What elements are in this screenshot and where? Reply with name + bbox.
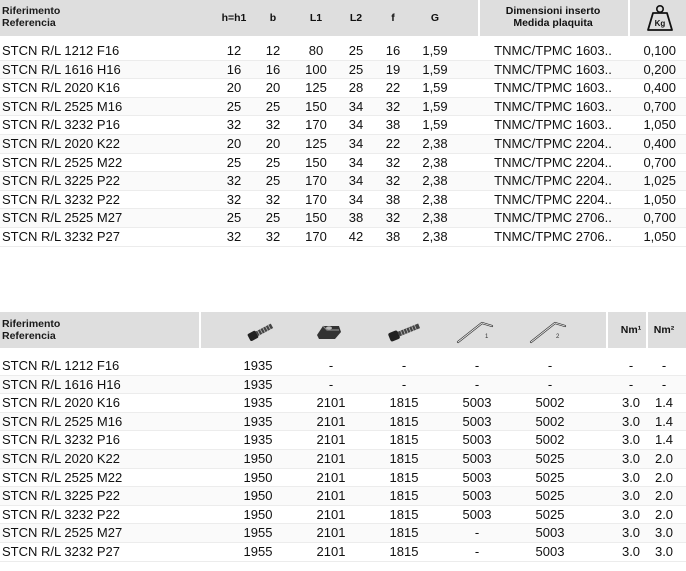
- cell-nm2: 1.4: [654, 395, 674, 411]
- cell-nm2: 1.4: [654, 432, 674, 448]
- cell-nm1: 3.0: [621, 525, 641, 541]
- cell-b: 32: [265, 117, 281, 133]
- cell-nm2: 3.0: [654, 525, 674, 541]
- cell-key-1: 5003: [462, 413, 492, 429]
- cell-insert: TNMC/TPMC 1603..: [494, 98, 612, 114]
- cell-nm2: 2.0: [654, 469, 674, 485]
- cell-weight: 0,700: [643, 210, 676, 226]
- cell-nm2: 2.0: [654, 488, 674, 504]
- cell-clamp: 2101: [316, 395, 346, 411]
- cell-f: 19: [385, 61, 401, 77]
- cell-insert: TNMC/TPMC 1603..: [494, 80, 612, 96]
- cell-weight: 0,100: [643, 43, 676, 58]
- cell-nm1: 3.0: [621, 395, 641, 411]
- cell-insert: TNMC/TPMC 2204..: [494, 191, 612, 207]
- cell-insert-screw: 1935: [243, 413, 273, 429]
- cell-clamp: 2101: [316, 525, 346, 541]
- cell-reference: STCN R/L 3232 P22: [2, 191, 121, 207]
- table-row: [0, 172, 686, 191]
- cell-g: 1,59: [422, 117, 448, 133]
- hex-key-2-icon: [528, 318, 570, 346]
- cell-weight: 1,025: [643, 173, 676, 189]
- cell-nm1: -: [628, 358, 634, 373]
- cell-clamp-screw: 1815: [389, 395, 419, 411]
- cell-reference: STCN R/L 2525 M27: [2, 210, 123, 226]
- cell-nm2: -: [661, 358, 667, 373]
- cell-l2: 34: [348, 117, 364, 133]
- cell-insert-screw: 1950: [243, 488, 273, 504]
- clamp-screw-icon: [385, 320, 425, 342]
- cell-h: 20: [226, 135, 242, 151]
- cell-nm2: -: [661, 376, 667, 392]
- cell-l1: 170: [305, 228, 327, 244]
- cell-l1: 80: [308, 43, 324, 58]
- cell-clamp: 2101: [316, 432, 346, 448]
- cell-b: 32: [265, 191, 281, 207]
- cell-key-2: 5025: [535, 450, 565, 466]
- cell-key-2: 5003: [535, 543, 565, 559]
- cell-key-1: -: [474, 358, 480, 373]
- cell-l2: 42: [348, 228, 364, 244]
- cell-key-2: -: [547, 376, 553, 392]
- cell-nm2: 2.0: [654, 450, 674, 466]
- table-header: [0, 0, 686, 36]
- table-row: [0, 431, 686, 450]
- cell-key-1: 5003: [462, 506, 492, 522]
- cell-weight: 1,050: [643, 228, 676, 244]
- table-row: [0, 61, 686, 80]
- cell-weight: 1,050: [643, 191, 676, 207]
- cell-l1: 170: [305, 191, 327, 207]
- cell-b: 25: [265, 173, 281, 189]
- cell-l1: 100: [305, 61, 327, 77]
- cell-reference: STCN R/L 1212 F16: [2, 43, 120, 58]
- table-row: [0, 487, 686, 506]
- cell-reference: STCN R/L 2525 M16: [2, 98, 123, 114]
- cell-l1: 150: [305, 154, 327, 170]
- cell-clamp-screw: -: [401, 358, 407, 373]
- header-divider: [628, 0, 630, 36]
- cell-key-1: -: [474, 376, 480, 392]
- cell-f: 22: [385, 135, 401, 151]
- cell-clamp-screw: -: [401, 376, 407, 392]
- cell-clamp-screw: 1815: [389, 488, 419, 504]
- cell-g: 2,38: [422, 210, 448, 226]
- cell-insert: TNMC/TPMC 1603..: [494, 43, 612, 58]
- header-divider: [478, 0, 480, 36]
- cell-insert-screw: 1935: [243, 395, 273, 411]
- insert-screw-icon: [243, 320, 277, 342]
- cell-l2: 34: [348, 154, 364, 170]
- cell-g: 2,38: [422, 228, 448, 244]
- header-ref-line1: Riferimento: [2, 318, 61, 330]
- cell-key-2: 5003: [535, 525, 565, 541]
- cell-clamp: 2101: [316, 506, 346, 522]
- cell-insert: TNMC/TPMC 2204..: [494, 154, 612, 170]
- cell-g: 1,59: [422, 80, 448, 96]
- cell-reference: STCN R/L 2020 K22: [2, 450, 121, 466]
- cell-l1: 150: [305, 210, 327, 226]
- cell-reference: STCN R/L 1616 H16: [2, 61, 121, 77]
- cell-insert: TNMC/TPMC 1603..: [494, 117, 612, 133]
- cell-nm1: 3.0: [621, 432, 641, 448]
- cell-clamp-screw: 1815: [389, 525, 419, 541]
- header-insert-line1: Dimensioni inserto: [505, 5, 601, 17]
- cell-h: 32: [226, 191, 242, 207]
- cell-l2: 38: [348, 210, 364, 226]
- cell-clamp-screw: 1815: [389, 450, 419, 466]
- cell-insert-screw: 1950: [243, 450, 273, 466]
- cell-h: 16: [226, 61, 242, 77]
- cell-b: 25: [265, 154, 281, 170]
- cell-clamp: -: [328, 376, 334, 392]
- table-row: [0, 357, 686, 376]
- table-row: [0, 394, 686, 413]
- cell-reference: STCN R/L 2525 M16: [2, 413, 123, 429]
- cell-reference: STCN R/L 2020 K16: [2, 395, 121, 411]
- cell-b: 25: [265, 98, 281, 114]
- cell-reference: STCN R/L 1212 F16: [2, 358, 120, 373]
- cell-weight: 0,700: [643, 154, 676, 170]
- cell-clamp: 2101: [316, 413, 346, 429]
- header-col-g: G: [430, 12, 440, 24]
- header-insert-line2: Medida plaquita: [513, 17, 593, 29]
- cell-weight: 1,050: [643, 117, 676, 133]
- cell-f: 32: [385, 154, 401, 170]
- cell-clamp: 2101: [316, 543, 346, 559]
- key2-label: 2: [556, 334, 560, 340]
- cell-g: 2,38: [422, 173, 448, 189]
- cell-clamp-screw: 1815: [389, 469, 419, 485]
- cell-b: 20: [265, 135, 281, 151]
- header-col-l2: L2: [349, 12, 363, 24]
- cell-nm1: 3.0: [621, 506, 641, 522]
- table-row: [0, 135, 686, 154]
- cell-l1: 170: [305, 117, 327, 133]
- header-col-b: b: [269, 12, 277, 24]
- table-row: [0, 469, 686, 488]
- cell-clamp: -: [328, 358, 334, 373]
- cell-key-2: 5025: [535, 488, 565, 504]
- cell-nm2: 2.0: [654, 506, 674, 522]
- cell-l2: 34: [348, 135, 364, 151]
- table-row: [0, 191, 686, 210]
- cell-f: 38: [385, 191, 401, 207]
- cell-key-1: 5003: [462, 395, 492, 411]
- cell-key-2: 5002: [535, 432, 565, 448]
- cell-insert: TNMC/TPMC 2706..: [494, 228, 612, 244]
- cell-nm1: 3.0: [621, 450, 641, 466]
- cell-g: 2,38: [422, 191, 448, 207]
- cell-reference: STCN R/L 2020 K22: [2, 135, 121, 151]
- cell-g: 2,38: [422, 135, 448, 151]
- table-spare-parts: [0, 312, 686, 562]
- cell-key-2: 5025: [535, 469, 565, 485]
- header-ref-line2: Referencia: [2, 17, 56, 29]
- cell-nm1: 3.0: [621, 488, 641, 504]
- cell-reference: STCN R/L 1616 H16: [2, 376, 121, 392]
- cell-nm1: 3.0: [621, 413, 641, 429]
- cell-l1: 125: [305, 135, 327, 151]
- cell-insert-screw: 1955: [243, 543, 273, 559]
- table-row: [0, 376, 686, 395]
- cell-insert-screw: 1935: [243, 432, 273, 448]
- cell-b: 25: [265, 210, 281, 226]
- hex-key-1-icon: [455, 318, 497, 346]
- cell-g: 1,59: [422, 98, 448, 114]
- table-row: [0, 543, 686, 562]
- cell-f: 32: [385, 210, 401, 226]
- cell-nm2: 1.4: [654, 413, 674, 429]
- cell-clamp-screw: 1815: [389, 543, 419, 559]
- cell-g: 1,59: [422, 61, 448, 77]
- cell-b: 20: [265, 80, 281, 96]
- cell-reference: STCN R/L 3232 P27: [2, 228, 121, 244]
- cell-f: 38: [385, 228, 401, 244]
- header-divider: [646, 312, 648, 348]
- cell-l2: 25: [348, 61, 364, 77]
- cell-f: 22: [385, 80, 401, 96]
- table-row: [0, 450, 686, 469]
- cell-clamp: 2101: [316, 469, 346, 485]
- cell-key-2: 5025: [535, 506, 565, 522]
- cell-b: 12: [265, 43, 281, 58]
- cell-reference: STCN R/L 2525 M27: [2, 525, 123, 541]
- cell-g: 2,38: [422, 154, 448, 170]
- cell-insert-screw: 1950: [243, 469, 273, 485]
- cell-reference: STCN R/L 3232 P16: [2, 117, 121, 133]
- cell-reference: STCN R/L 3225 P22: [2, 488, 121, 504]
- cell-nm2: 3.0: [654, 543, 674, 559]
- cell-reference: STCN R/L 3225 P22: [2, 173, 121, 189]
- header-ref-line1: Riferimento: [2, 5, 61, 17]
- cell-nm1: 3.0: [621, 543, 641, 559]
- cell-nm1: 3.0: [621, 469, 641, 485]
- cell-insert: TNMC/TPMC 2204..: [494, 173, 612, 189]
- cell-l1: 150: [305, 98, 327, 114]
- table-row: [0, 79, 686, 98]
- cell-nm1: -: [628, 376, 634, 392]
- table-row: [0, 116, 686, 135]
- cell-insert: TNMC/TPMC 2706..: [494, 210, 612, 226]
- cell-l2: 34: [348, 191, 364, 207]
- table-row: [0, 524, 686, 543]
- cell-clamp-screw: 1815: [389, 432, 419, 448]
- cell-insert-screw: 1950: [243, 506, 273, 522]
- cell-l2: 34: [348, 173, 364, 189]
- table-row: [0, 42, 686, 61]
- cell-l2: 34: [348, 98, 364, 114]
- cell-reference: STCN R/L 3232 P16: [2, 432, 121, 448]
- cell-insert: TNMC/TPMC 2204..: [494, 135, 612, 151]
- cell-key-1: 5003: [462, 432, 492, 448]
- table-row: [0, 228, 686, 247]
- cell-f: 32: [385, 173, 401, 189]
- cell-h: 25: [226, 154, 242, 170]
- cell-h: 32: [226, 173, 242, 189]
- cell-insert-screw: 1935: [243, 358, 273, 373]
- header-divider: [199, 312, 201, 348]
- weight-kg-icon: [645, 3, 675, 33]
- cell-reference: STCN R/L 2525 M22: [2, 469, 123, 485]
- cell-b: 32: [265, 228, 281, 244]
- cell-insert: TNMC/TPMC 1603..: [494, 61, 612, 77]
- cell-key-1: 5003: [462, 488, 492, 504]
- cell-key-1: 5003: [462, 469, 492, 485]
- table-row: [0, 154, 686, 173]
- cell-l1: 125: [305, 80, 327, 96]
- cell-l2: 28: [348, 80, 364, 96]
- table-body: [0, 357, 686, 562]
- table-row: [0, 506, 686, 525]
- header-ref-line2: Referencia: [2, 330, 56, 342]
- cell-clamp-screw: 1815: [389, 506, 419, 522]
- cell-clamp: 2101: [316, 450, 346, 466]
- cell-clamp: 2101: [316, 488, 346, 504]
- cell-weight: 0,700: [643, 98, 676, 114]
- cell-key-1: 5003: [462, 450, 492, 466]
- cell-key-1: -: [474, 543, 480, 559]
- cell-weight: 0,400: [643, 80, 676, 96]
- cell-reference: STCN R/L 2525 M22: [2, 154, 123, 170]
- cell-l2: 25: [348, 43, 364, 58]
- cell-key-1: -: [474, 525, 480, 541]
- cell-insert-screw: 1955: [243, 525, 273, 541]
- cell-f: 32: [385, 98, 401, 114]
- table-header: [0, 312, 686, 348]
- cell-key-2: 5002: [535, 413, 565, 429]
- header-col-l1: L1: [309, 12, 323, 24]
- cell-h: 12: [226, 43, 242, 58]
- clamp-icon: [313, 320, 345, 342]
- header-col-f: f: [391, 12, 395, 24]
- cell-b: 16: [265, 61, 281, 77]
- table-body: [0, 42, 686, 247]
- cell-l1: 170: [305, 173, 327, 189]
- cell-h: 20: [226, 80, 242, 96]
- cell-key-2: 5002: [535, 395, 565, 411]
- key1-label: 1: [485, 334, 489, 340]
- cell-reference: STCN R/L 3232 P22: [2, 506, 121, 522]
- table-row: [0, 209, 686, 228]
- cell-h: 32: [226, 117, 242, 133]
- cell-weight: 0,200: [643, 61, 676, 77]
- cell-h: 25: [226, 210, 242, 226]
- header-divider: [606, 312, 608, 348]
- cell-key-2: -: [547, 358, 553, 373]
- cell-h: 32: [226, 228, 242, 244]
- header-nm1: Nm¹: [620, 324, 642, 336]
- cell-f: 16: [385, 43, 401, 58]
- cell-g: 1,59: [422, 43, 448, 58]
- cell-f: 38: [385, 117, 401, 133]
- cell-weight: 0,400: [643, 135, 676, 151]
- cell-h: 25: [226, 98, 242, 114]
- cell-insert-screw: 1935: [243, 376, 273, 392]
- header-col-h: h=h1: [221, 12, 247, 24]
- cell-reference: STCN R/L 3232 P27: [2, 543, 121, 559]
- header-nm2: Nm²: [653, 324, 675, 336]
- cell-clamp-screw: 1815: [389, 413, 419, 429]
- table-row: [0, 98, 686, 117]
- weight-icon-label: Kg: [654, 19, 666, 28]
- table-row: [0, 413, 686, 432]
- table-dimensions: [0, 0, 686, 247]
- cell-reference: STCN R/L 2020 K16: [2, 80, 121, 96]
